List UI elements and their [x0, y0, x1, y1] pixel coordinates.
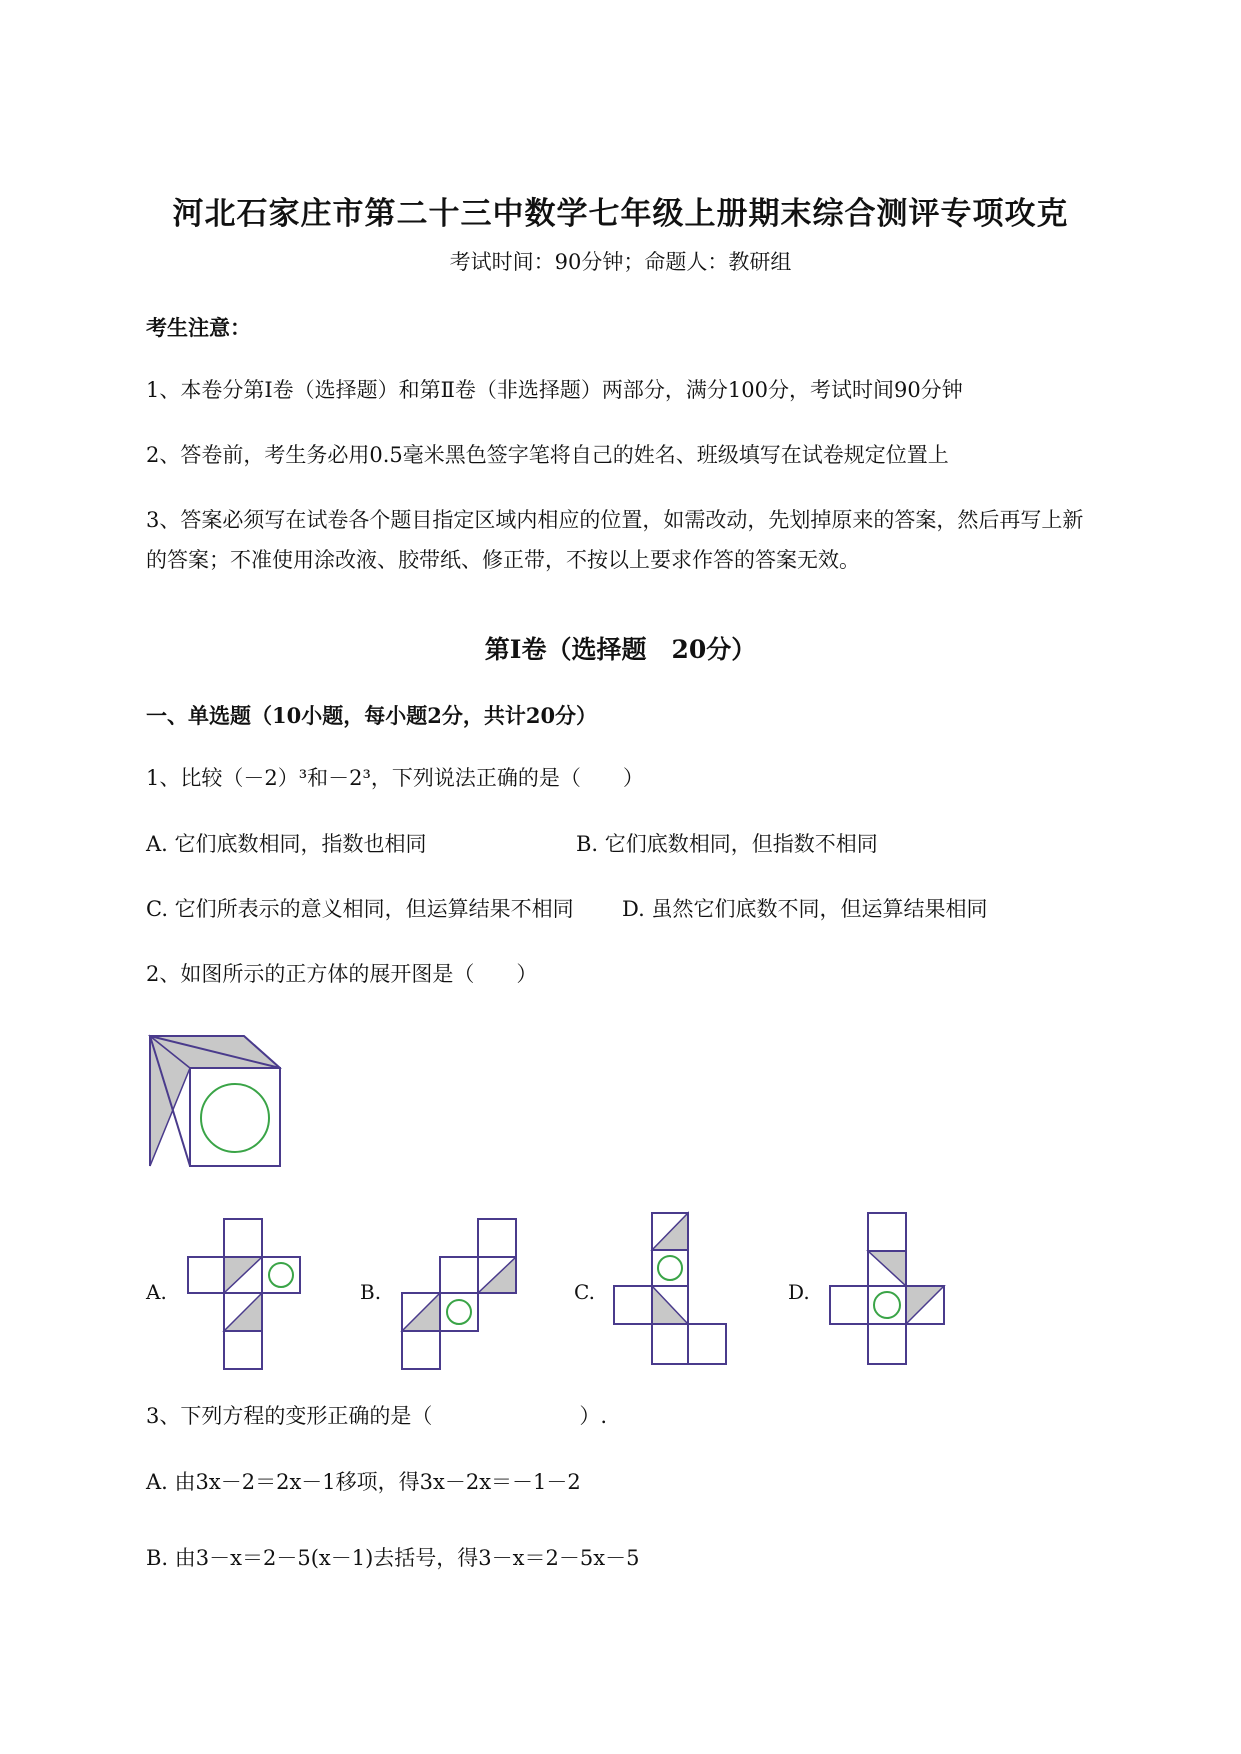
notice-item-3: 3、答案必须写在试卷各个题目指定区域内相应的位置，如需改动，先划掉原来的答案，然后再写上新 [146, 508, 1084, 532]
cube-figure [146, 1032, 284, 1170]
question-3-stem: 3、下列方程的变形正确的是（ ）. [146, 1404, 608, 1428]
question-2-label-a: A. [146, 1280, 167, 1304]
question-2-label-c: C. [574, 1280, 595, 1304]
page-title: 河北石家庄市第二十三中数学七年级上册期末综合测评专项攻克 [172, 196, 1069, 232]
net-option-c [610, 1210, 734, 1376]
question-2-label-b: B. [360, 1280, 382, 1304]
notice-item-2: 2、答卷前，考生务必用0.5毫米黑色签字笔将自己的姓名、班级填写在试卷规定位置上 [146, 443, 949, 467]
question-2-stem: 2、如图所示的正方体的展开图是（ ） [146, 962, 538, 986]
question-1-option-c: C. 它们所表示的意义相同，但运算结果不相同 [146, 897, 574, 921]
question-1-option-b: B. 它们底数相同，但指数不相同 [576, 832, 878, 856]
cube-circle [201, 1084, 269, 1152]
question-2-label-d: D. [788, 1280, 810, 1304]
section-title: 第I卷（选择题 20分） [484, 635, 757, 664]
exam-info: 考试时间：90分钟；命题人：教研组 [449, 250, 792, 274]
question-1-option-d: D. 虽然它们底数不同，但运算结果相同 [622, 897, 988, 921]
net-option-d [828, 1210, 952, 1376]
question-3-option-a: A. 由3x－2＝2x－1移项，得3x－2x＝－1－2 [146, 1470, 581, 1494]
net-option-b [398, 1216, 522, 1376]
question-1-option-a: A. 它们底数相同，指数也相同 [146, 832, 427, 856]
question-3-option-b: B. 由3－x＝2－5(x－1)去括号，得3－x＝2－5x－5 [146, 1546, 640, 1570]
notice-item-3-cont: 的答案；不准使用涂改液、胶带纸、修正带，不按以上要求作答的答案无效。 [146, 548, 860, 572]
notice-item-1: 1、本卷分第I卷（选择题）和第Ⅱ卷（非选择题）两部分，满分100分，考试时间90分钟 [146, 378, 963, 402]
notice-heading: 考生注意： [146, 315, 251, 340]
part-heading: 一、单选题（10小题，每小题2分，共计20分） [146, 703, 598, 728]
net-option-a [186, 1216, 306, 1376]
question-1-stem: 1、比较（－2）³和－2³，下列说法正确的是（ ） [146, 766, 644, 790]
